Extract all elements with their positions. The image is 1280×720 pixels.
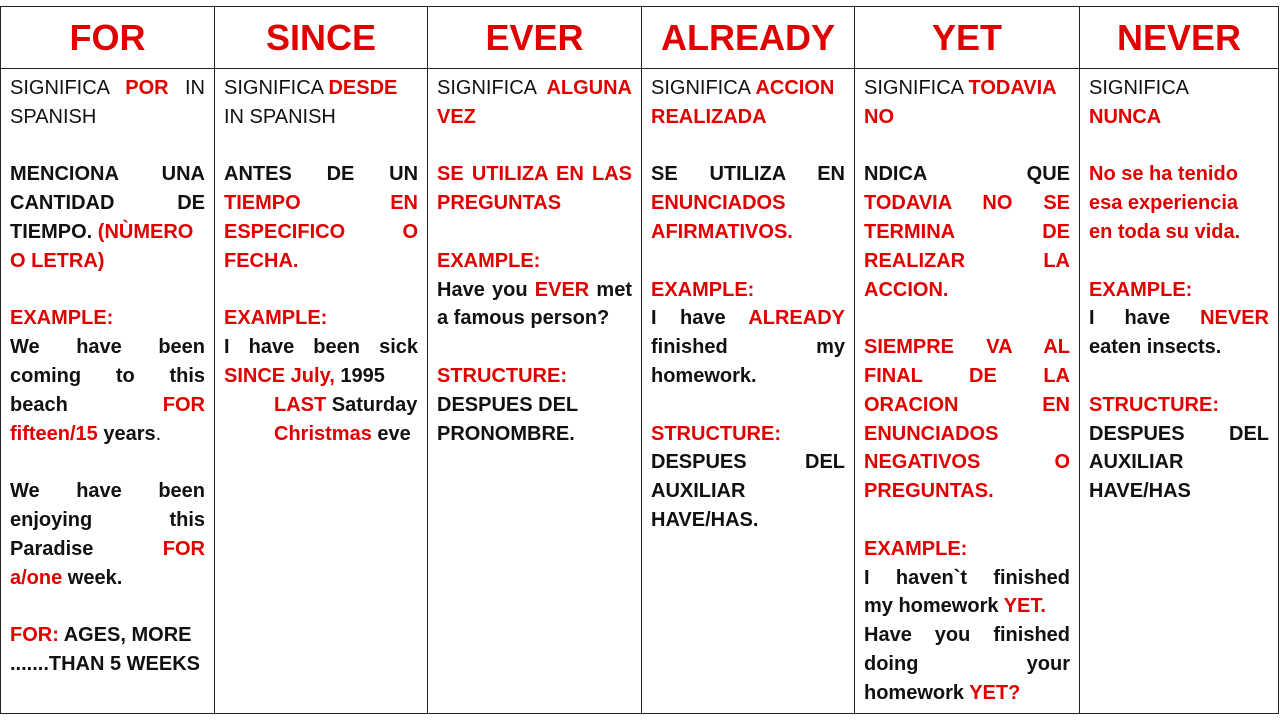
for-note [10, 621, 205, 679]
column-header: NEVER [1080, 7, 1278, 69]
usage [651, 160, 845, 246]
keyword: NUNCA [1089, 105, 1162, 128]
keyword: LA [1043, 249, 1070, 272]
text: MENCIONA [10, 163, 119, 186]
text: SIGNIFICA [10, 77, 109, 99]
usage [437, 160, 632, 218]
example [10, 304, 205, 448]
text: We [10, 480, 40, 503]
text: .......THAN 5 WEEKS [10, 652, 201, 675]
keyword: YET. [1003, 595, 1046, 618]
text: I [864, 566, 870, 589]
meaning [651, 74, 845, 132]
keyword: a/one [10, 566, 63, 589]
structure-label: STRUCTURE: [651, 422, 781, 445]
keyword: AFIRMATIVOS. [651, 220, 793, 243]
keyword: LAST [274, 393, 327, 416]
column-header: ALREADY [642, 7, 854, 69]
text: you [934, 624, 971, 647]
column-never [1079, 7, 1279, 713]
column-body [855, 69, 1079, 708]
meaning [1089, 74, 1269, 132]
example [864, 535, 1070, 708]
text: SIGNIFICA [224, 77, 329, 99]
keyword: POR [125, 77, 169, 99]
text: HAVE/HAS [1089, 480, 1191, 503]
usage [1089, 160, 1269, 246]
keyword: SIEMPRE [864, 336, 955, 359]
keyword: REALIZAR [864, 249, 966, 272]
text: Paradise [10, 537, 94, 560]
text: have [76, 480, 122, 503]
structure [1089, 391, 1269, 506]
text: eaten insects. [1089, 336, 1222, 359]
text: SE [651, 163, 678, 186]
text: to [115, 364, 135, 387]
keyword: O LETRA) [10, 249, 105, 272]
keyword: TODAVIA [968, 77, 1057, 99]
text: finished [993, 624, 1071, 647]
text: QUE [1026, 163, 1070, 186]
keyword: REALIZADA [651, 105, 767, 128]
example-label: EXAMPLE: [437, 249, 541, 272]
column-already [641, 7, 854, 713]
keyword: SE [1043, 192, 1071, 215]
keyword: LA [1043, 364, 1071, 387]
text: NDICA [864, 163, 927, 186]
meaning [10, 74, 205, 132]
text: coming [10, 364, 82, 387]
example-2 [10, 477, 205, 592]
keyword: PREGUNTAS [437, 192, 562, 215]
text: AGES, MORE [58, 624, 192, 647]
column-header: SINCE [215, 7, 427, 69]
text: ANTES [224, 163, 292, 186]
keyword: DESDE [328, 77, 398, 99]
usage [864, 160, 1070, 304]
keyword: ESPECIFICO [224, 220, 346, 243]
keyword: SE UTILIZA EN LAS [437, 163, 632, 186]
text: SIGNIFICA [864, 77, 969, 99]
usage [224, 160, 418, 275]
text: have [76, 336, 122, 359]
text: years [97, 422, 156, 445]
text: DESPUES [1089, 422, 1185, 445]
keyword: NO [982, 192, 1013, 215]
text: AUXILIAR [651, 480, 746, 503]
structure [651, 420, 845, 535]
text: I [1089, 307, 1095, 330]
keyword: ACCION [755, 77, 835, 99]
column-body [428, 69, 641, 448]
keyword: FECHA. [224, 249, 299, 272]
position-rule [864, 333, 1070, 506]
text: HAVE/HAS. [651, 508, 759, 531]
text: UN [389, 163, 419, 186]
column-body [642, 69, 854, 535]
text: this [169, 364, 206, 387]
keyword: PREGUNTAS. [864, 480, 994, 503]
column-body [1, 69, 214, 679]
text: doing [864, 652, 919, 675]
structure-label: STRUCTURE: [1089, 393, 1219, 416]
text: We [10, 336, 40, 359]
column-body [215, 69, 427, 448]
example-label: EXAMPLE: [1089, 278, 1193, 301]
keyword: en toda su vida. [1089, 220, 1241, 243]
text: Have [864, 624, 912, 647]
text: enjoying [10, 508, 93, 531]
keyword: O [1054, 451, 1070, 474]
text: EN [817, 163, 845, 186]
keyword: ALREADY [748, 307, 845, 330]
keyword: (NÙMERO [97, 220, 194, 243]
text: eve [371, 422, 411, 445]
keyword: DE [969, 364, 997, 387]
text: DEL [1229, 422, 1269, 445]
text: beach [10, 393, 68, 416]
keyword: NO [864, 105, 894, 128]
text: DESPUES [651, 451, 747, 474]
example [651, 276, 845, 391]
text: week. [62, 566, 123, 589]
keyword: FINAL [864, 364, 923, 387]
text: a famous person? [437, 307, 610, 330]
keyword: fifteen/15 [10, 422, 98, 445]
keyword: DE [1042, 220, 1070, 243]
column-body [1080, 69, 1278, 506]
text: UTILIZA [709, 163, 786, 186]
keyword: esa experiencia [1089, 192, 1238, 215]
keyword: EN [390, 192, 418, 215]
column-since [214, 7, 427, 713]
keyword: EVER [534, 278, 590, 301]
text: been [158, 480, 206, 503]
usage [10, 160, 205, 275]
column-header: YET [855, 7, 1079, 69]
text: finished [993, 566, 1071, 589]
text: have [1124, 307, 1171, 330]
column-header: FOR [1, 7, 214, 69]
structure-label: STRUCTURE: [437, 364, 567, 387]
text: have [680, 307, 726, 330]
text: homework [864, 681, 970, 704]
text: SIGNIFICA [437, 77, 536, 99]
keyword: Christmas [274, 422, 372, 445]
text: Saturday [326, 393, 418, 416]
text: my homework [864, 595, 1004, 618]
keyword: NEGATIVOS [864, 451, 981, 474]
text: 1995 [334, 364, 385, 387]
keyword: NEVER [1200, 307, 1269, 330]
keyword: AL [1043, 336, 1070, 359]
text: SPANISH [10, 105, 97, 128]
keyword: ALGUNA [546, 77, 632, 99]
keyword: VA [986, 336, 1012, 359]
text: CANTIDAD [10, 192, 115, 215]
example-label: EXAMPLE: [10, 307, 114, 330]
keyword: FOR [162, 393, 205, 416]
keyword: ORACION [864, 393, 959, 416]
meaning [864, 74, 1070, 132]
text: I [651, 307, 657, 330]
text: DE [177, 192, 205, 215]
text: your [1026, 652, 1070, 675]
text: DEL [805, 451, 845, 474]
example-label: EXAMPLE: [651, 278, 755, 301]
keyword: FOR [162, 537, 205, 560]
keyword: VEZ [437, 105, 476, 128]
grammar-table [0, 6, 1279, 714]
keyword: FOR: [10, 624, 59, 647]
column-yet [854, 7, 1079, 713]
example [224, 304, 418, 448]
keyword: TODAVIA [864, 192, 952, 215]
text: my [816, 336, 845, 359]
text: I have been sick [224, 336, 418, 359]
text: been [158, 336, 206, 359]
text: finished [651, 336, 728, 359]
text: met [589, 278, 632, 301]
example [1089, 276, 1269, 362]
text: this [169, 508, 205, 531]
meaning [437, 74, 632, 132]
example-label: EXAMPLE: [864, 537, 968, 560]
column-for [0, 7, 214, 713]
text: IN SPANISH [224, 105, 336, 128]
text: SIGNIFICA [1089, 77, 1190, 99]
text: AUXILIAR [1089, 451, 1184, 474]
text: PRONOMBRE. [437, 422, 575, 445]
example [437, 247, 632, 333]
structure [437, 362, 632, 448]
keyword: SINCE July, [224, 364, 335, 387]
text: UNA [161, 163, 205, 186]
keyword: TIEMPO [224, 192, 301, 215]
keyword: EN [1042, 393, 1070, 416]
text: DESPUES DEL [437, 393, 579, 416]
meaning [224, 74, 418, 132]
keyword: ENUNCIADOS [864, 422, 999, 445]
text: IN [185, 77, 205, 99]
column-ever [427, 7, 641, 713]
text: SIGNIFICA [651, 77, 756, 99]
text: TIEMPO. [10, 220, 93, 243]
text: DE [326, 163, 355, 186]
example-label: EXAMPLE: [224, 307, 328, 330]
keyword: TERMINA [864, 220, 955, 243]
keyword: O [402, 220, 418, 243]
text: homework. [651, 364, 757, 387]
text: Have you [437, 278, 535, 301]
text: haven`t [895, 566, 968, 589]
column-header: EVER [428, 7, 641, 69]
keyword: No se ha tenido [1089, 163, 1238, 186]
keyword: ENUNCIADOS [651, 192, 786, 215]
keyword: ACCION. [864, 278, 949, 301]
text: . [155, 422, 162, 445]
keyword: YET? [969, 681, 1021, 704]
